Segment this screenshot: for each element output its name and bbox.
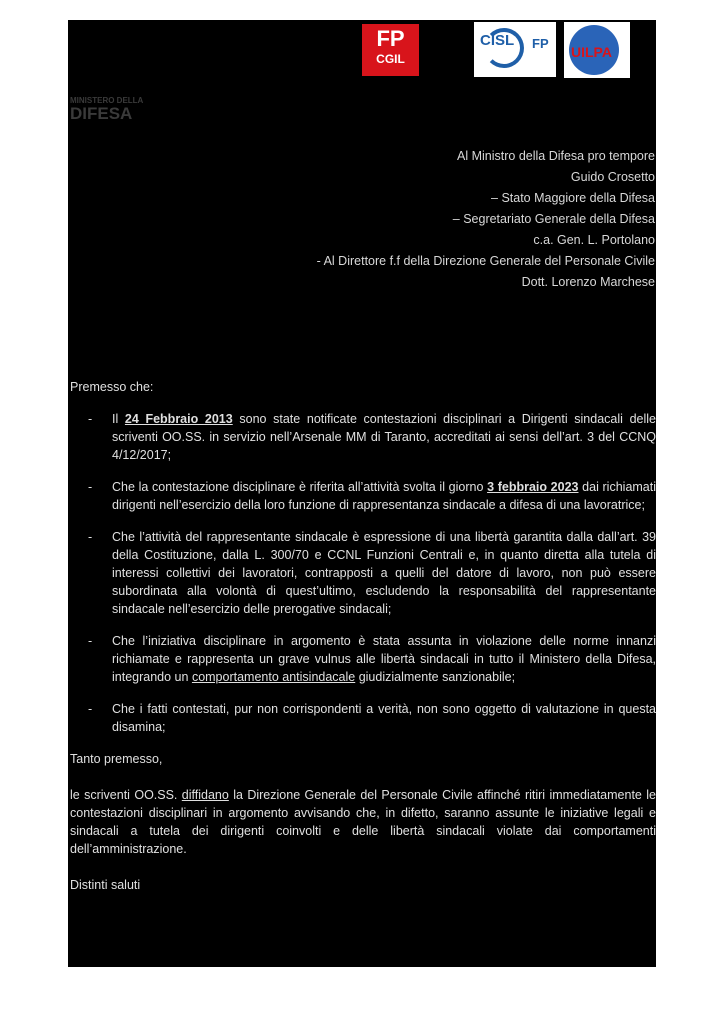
letter-body	[70, 378, 656, 904]
addressee-line: Al Ministro della Difesa pro tempore	[457, 149, 655, 163]
premesso-heading: Premesso che:	[70, 380, 154, 394]
list-item: - Il 24 Febbraio 2013 sono state notificate contestazioni disciplinari a Dirigenti sindacali delle scriventi OO.SS. in servizio nell’Arsenale MM di Taranto, accreditati ai sensi dell’art. 3 del CCNQ 4/12/2017;	[88, 412, 656, 462]
premise-list	[70, 410, 656, 736]
addressee-line: – Stato Maggiore della Difesa	[491, 191, 655, 205]
list-item: - Che i fatti contestati, pur non corrispondenti a verità, non sono oggetto di valutazione in questa disamina;	[88, 702, 656, 734]
cisl-fp-logo: CISL FP	[474, 22, 556, 77]
addressee-line: – Segretariato Generale della Difesa	[452, 212, 655, 226]
addressee-line: Guido Crosetto	[570, 170, 655, 184]
ministry-logo: MINISTERO DELLA DIFESA	[70, 96, 144, 123]
uilpa-logo: UILPA	[564, 22, 630, 78]
list-item: - Che l’iniziativa disciplinare in argomento è stata assunta in violazione delle norme innanzi richiamate e rappresenta un grave vulnus alle libertà sindacali in tutto il Ministero della Difesa, integrando un comportamento antisindacale giudizialmente sanzionabile;	[88, 634, 656, 684]
diffida-paragraph: le scriventi OO.SS. diffidano la Direzione Generale del Personale Civile affinché ritiri immediatamente le contestazioni disciplinari in argomento avvisando che, in difetto, saranno assunte le iniziative legali e sindacali a tutela dei dirigenti coinvolti e delle libertà sindacali violate dai comportamenti dell’amministrazione.	[70, 788, 656, 856]
addressee-line: Dott. Lorenzo Marchese	[521, 275, 655, 289]
addressee-line: c.a. Gen. L. Portolano	[533, 233, 655, 247]
closing-salutation: Distinti saluti	[70, 878, 141, 892]
list-item: - Che la contestazione disciplinare è riferita all’attività svolta il giorno 3 febbraio 2023 dai richiamati dirigenti nell’esercizio della loro funzione di rappresentanza sindacale a difesa di una lavoratrice;	[88, 480, 657, 512]
addressee-line: - Al Direttore f.f della Direzione Generale del Personale Civile	[316, 254, 655, 268]
addressee-block	[235, 146, 655, 293]
list-item: - Che l’attività del rappresentante sindacale è espressione di una libertà garantita dalla dall’art. 39 della Costituzione, dalla L. 300/70 e CCNL Funzioni Centrali e, in quanto diretta alla tutela di interessi collettivi dei lavoratori, contrapposti a quelli del datore di lavoro, non può essere subordinata alla volontà di quest’ultimo, escludendo la responsabilità del rappresentante sindacale nell’esercizio delle prerogative sindacali;	[88, 530, 656, 616]
fp-cgil-logo: FP CGIL	[362, 24, 419, 76]
tanto-premesso: Tanto premesso,	[70, 752, 163, 766]
